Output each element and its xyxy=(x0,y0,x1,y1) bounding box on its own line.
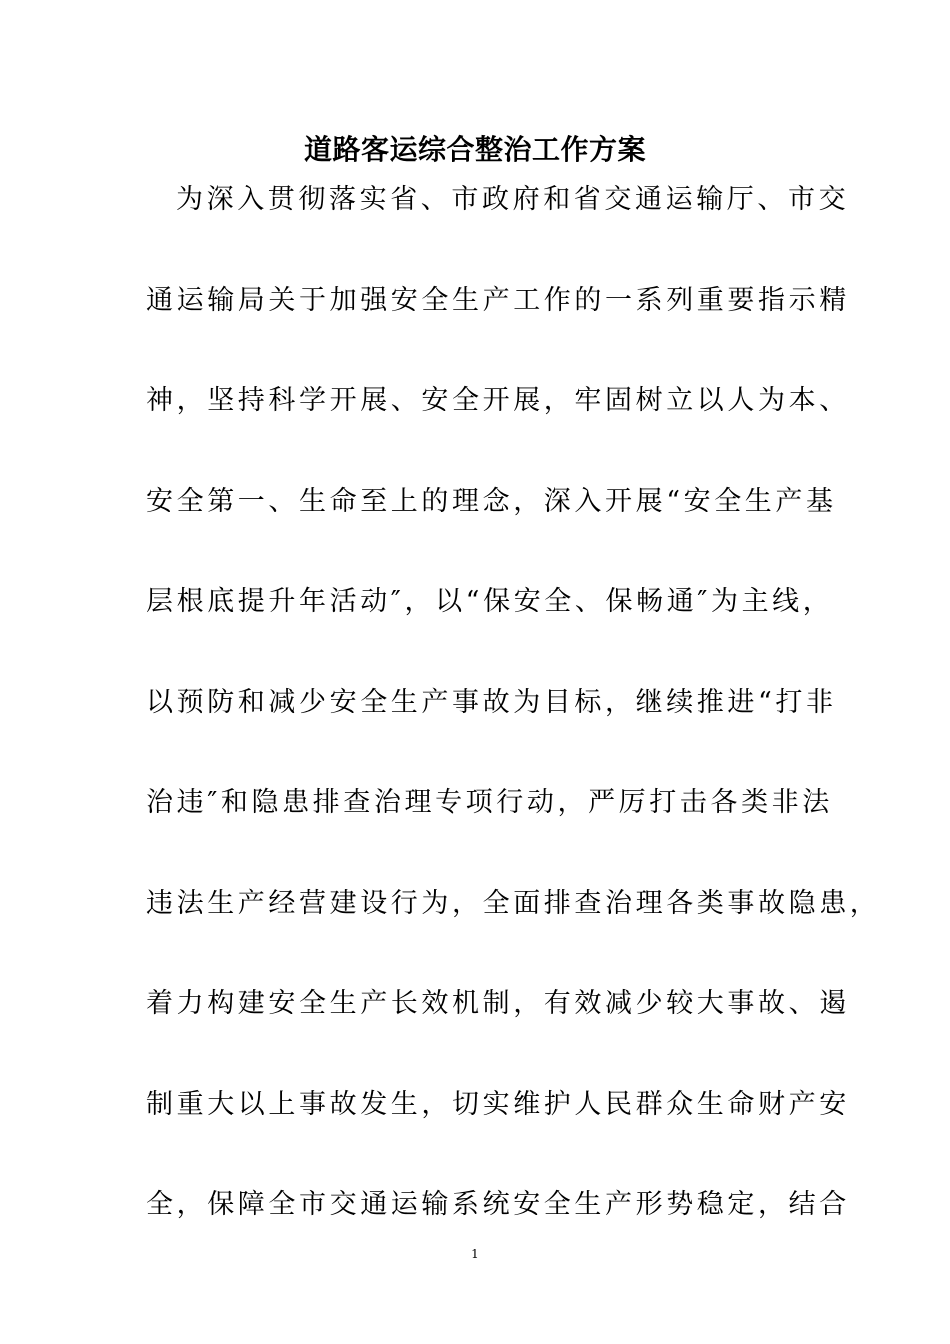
body-line-1: 为深入贯彻落实省、市政府和省交通运输厅、市交 xyxy=(176,184,850,215)
body-line-11: 全，保障全市交通运输系统安全生产形势稳定，结合 xyxy=(146,1189,850,1220)
body-line-9: 着力构建安全生产长效机制，有效减少较大事故、遏 xyxy=(146,988,850,1019)
body-line-7: 治违″和隐患排查治理专项行动，严厉打击各类非法 xyxy=(146,787,833,818)
document-body xyxy=(146,180,881,1286)
page-number: 1 xyxy=(471,1247,479,1261)
body-line-2: 通运输局关于加强安全生产工作的一系列重要指示精 xyxy=(146,284,850,316)
body-line-4: 安全第一、生命至上的理念，深入开展“安全生产基 xyxy=(146,485,837,517)
body-line-5: 层根底提升年活动″，以“保安全、保畅通″为主线， xyxy=(146,586,834,617)
document-title: 道路客运综合整治工作方案 xyxy=(303,133,646,166)
body-line-8: 违法生产经营建设行为，全面排查治理各类事故隐患， xyxy=(146,887,881,919)
body-line-6: 以预防和减少安全生产事故为目标，继续推进“打非 xyxy=(146,686,837,718)
body-line-3: 神，坚持科学开展、安全开展，牢固树立以人为本、 xyxy=(146,385,850,416)
body-line-10: 制重大以上事故发生，切实维护人民群众生命财产安 xyxy=(146,1088,850,1120)
